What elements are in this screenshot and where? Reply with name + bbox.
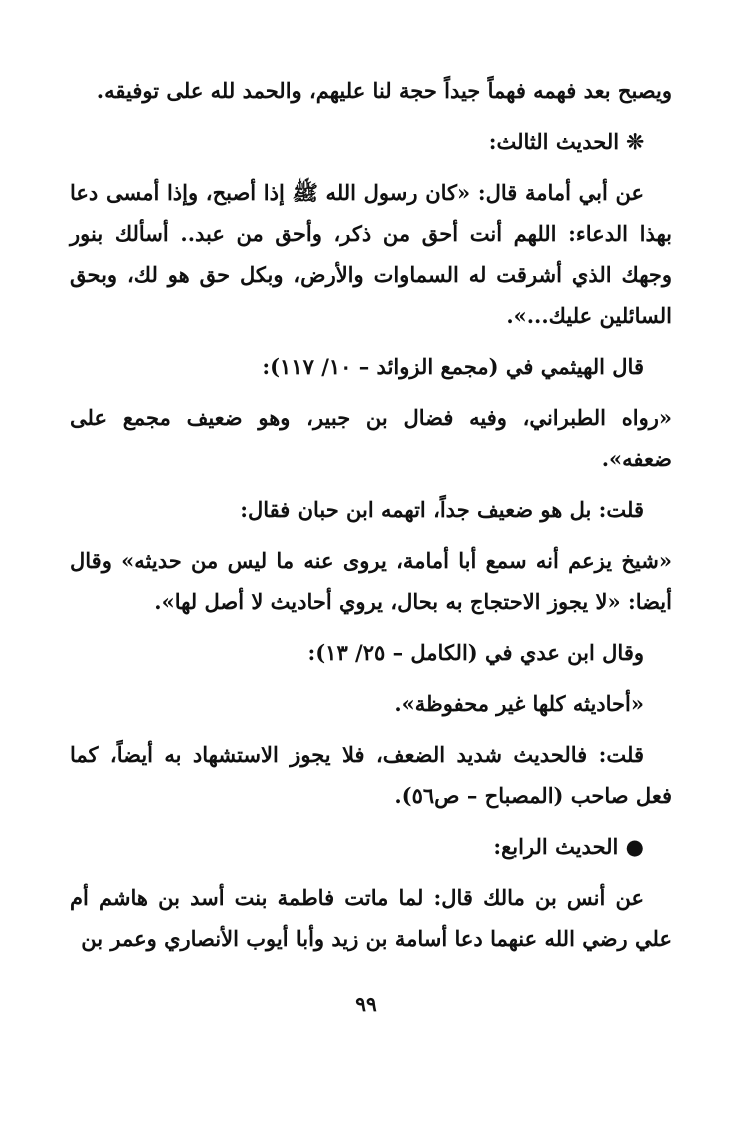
heading-third-hadith: ❊ الحديث الثالث: bbox=[488, 129, 644, 154]
page-number: ٩٩ bbox=[355, 992, 377, 1016]
paragraph-ibn-adi-citation: وقال ابن عدي في (الكامل – ٢٥/ ١٣): bbox=[307, 640, 644, 665]
page-body bbox=[70, 70, 672, 969]
paragraph-hadith-text: عن أبي أمامة قال: «كان رسول الله ﷺ إذا أصبح، وإذا أمسى دعا بهذا الدعاء: اللهم أنت أحق من ذكر، وأحق من عبد.. أسألك بنور وجهك الذي أشرقت له السماوات والأرض، وبكل حق هو لك، وبحق السائلين عليك...». bbox=[70, 180, 672, 328]
heading-fourth-hadith: ● الحديث الرابع: bbox=[493, 834, 644, 859]
paragraph-ibn-hibban-quote: «شيخ يزعم أنه سمع أبا أمامة، يروى عنه ما ليس من حديثه» وقال أيضا: «لا يجوز الاحتجاج به بحال، يروي أحاديث لا أصل لها». bbox=[70, 548, 672, 614]
paragraph-conclusion: قلت: فالحديث شديد الضعف، فلا يجوز الاستشهاد به أيضاً، كما فعل صاحب (المصباح – ص٥٦). bbox=[70, 742, 672, 808]
paragraph-anas-hadith: عن أنس بن مالك قال: لما ماتت فاطمة بنت أسد بن هاشم أم علي رضي الله عنهما دعا أسامة بن زيد وأبا أيوب الأنصاري وعمر بن bbox=[70, 885, 672, 951]
paragraph-haythami-quote: «رواه الطبراني، وفيه فضال بن جبير، وهو ضعيف مجمع على ضعفه». bbox=[70, 405, 672, 471]
paragraph-haythami-citation: قال الهيثمي في (مجمع الزوائد – ١٠/ ١١٧): bbox=[262, 354, 644, 379]
paragraph-ibn-adi-quote: «أحاديثه كلها غير محفوظة». bbox=[394, 691, 644, 716]
paragraph-author-comment: قلت: بل هو ضعيف جداً، اتهمه ابن حبان فقال: bbox=[240, 497, 644, 522]
paragraph-continuation: ويصبح بعد فهمه فهماً جيداً حجة لنا عليهم، والحمد لله على توفيقه. bbox=[96, 78, 672, 103]
